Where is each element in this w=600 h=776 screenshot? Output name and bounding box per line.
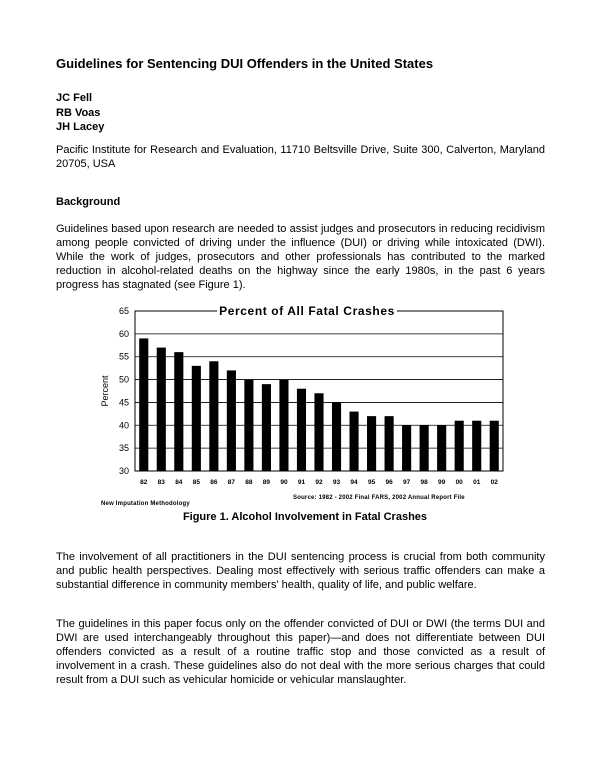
- affiliation: Pacific Institute for Research and Evaluation, 11710 Beltsville Drive, Suite 300, Calverton, Maryland 20705, USA: [56, 144, 545, 170]
- x-tick-label: 99: [438, 479, 446, 486]
- bar: [262, 384, 271, 471]
- x-tick-label: 96: [385, 479, 393, 486]
- author-list: [56, 91, 104, 135]
- y-tick-label: 35: [118, 443, 129, 454]
- x-tick-label: 93: [332, 479, 341, 486]
- x-tick-label: 92: [315, 479, 323, 486]
- figure-1: [95, 303, 515, 528]
- bar: [367, 416, 376, 471]
- bar: [227, 370, 236, 471]
- y-tick-label: 30: [118, 466, 129, 476]
- y-tick-label: 60: [118, 328, 129, 339]
- bar: [420, 425, 429, 471]
- bar: [314, 393, 323, 471]
- y-tick-label: 55: [118, 351, 129, 362]
- x-tick-label: 00: [455, 479, 463, 486]
- x-tick-label: 02: [490, 479, 498, 486]
- figure-caption: Figure 1. Alcohol Involvement in Fatal Crashes: [182, 511, 428, 523]
- bar: [157, 348, 166, 471]
- x-tick-label: 84: [175, 479, 183, 486]
- y-tick-label: 45: [118, 397, 129, 408]
- body-paragraph: The involvement of all practitioners in the DUI sentencing process is crucial from both community and public health perspectives. Dealing most effectively with serious traffic offenders can make a substantial difference in community members' health, quality of life, and public welfare.: [56, 551, 545, 591]
- y-tick-label: 40: [118, 420, 129, 431]
- x-tick-label: 97: [403, 479, 411, 486]
- x-tick-label: 01: [473, 479, 481, 486]
- section-heading-background: Background: [56, 196, 121, 208]
- bar: [402, 425, 411, 471]
- x-tick-label: 91: [297, 479, 306, 486]
- bar: [139, 338, 148, 471]
- author-name: JH Lacey: [56, 121, 105, 133]
- bar: [192, 366, 201, 471]
- body-paragraph: The guidelines in this paper focus only on the offender convicted of DUI or DWI (the terms DUI and DWI are used interchangeably throughout this paper)—and does not differentiate between DUI offenders convicted as a result of a routine traffic stop and those convicted as a result of involvement in a crash. These guidelines also do not deal with the more serious charges that could result from a DUI such as vehicular homicide or vehicular manslaughter.: [56, 618, 545, 686]
- bar: [209, 361, 218, 471]
- x-tick-label: 83: [157, 479, 165, 486]
- author-name: RB Voas: [56, 106, 101, 119]
- y-tick-label: 65: [118, 306, 129, 316]
- x-tick-label: 85: [192, 479, 200, 486]
- bar: [297, 389, 306, 471]
- x-tick-label: 95: [367, 479, 376, 486]
- bar: [279, 380, 288, 471]
- x-tick-label: 88: [245, 479, 253, 486]
- y-tick-label: 50: [118, 374, 129, 385]
- bar: [490, 421, 499, 471]
- x-tick-label: 94: [350, 479, 358, 486]
- x-tick-label: 82: [140, 479, 148, 486]
- body-paragraph: Guidelines based upon research are needed to assist judges and prosecutors in reducing recidivism among people convicted of driving under the influence (DUI) or driving while intoxicated (DWI). While the work of judges, prosecutors and other professionals has contributed to the marked reduction in alcohol-related deaths on the highway since the early 1980s, in the past 6 years progress has stagnated (see Figure 1).: [56, 223, 545, 291]
- figure-source-note: Source: 1982 - 2002 Final FARS, 2002 Annual Report File: [293, 495, 465, 501]
- x-tick-label: 87: [227, 479, 235, 486]
- bar: [455, 421, 464, 471]
- bar: [349, 412, 358, 471]
- bar: [437, 425, 446, 471]
- author-name: JC Fell: [56, 92, 93, 104]
- bar: [385, 416, 394, 471]
- chart-title: Percent of All Fatal Crashes: [219, 304, 395, 318]
- x-tick-label: 86: [210, 479, 218, 486]
- paper-title: Guidelines for Sentencing DUI Offenders in the United States: [56, 56, 434, 71]
- figure-method-note: New Imputation Methodology: [101, 501, 190, 507]
- bar: [472, 421, 481, 471]
- bar: [244, 380, 253, 471]
- bar: [174, 352, 183, 471]
- x-tick-label: 90: [280, 479, 288, 486]
- x-tick-label: 89: [262, 479, 271, 486]
- y-axis-label: Percent: [100, 375, 110, 407]
- x-tick-label: 98: [420, 479, 428, 486]
- bar: [332, 402, 341, 471]
- bar-chart: [95, 303, 515, 503]
